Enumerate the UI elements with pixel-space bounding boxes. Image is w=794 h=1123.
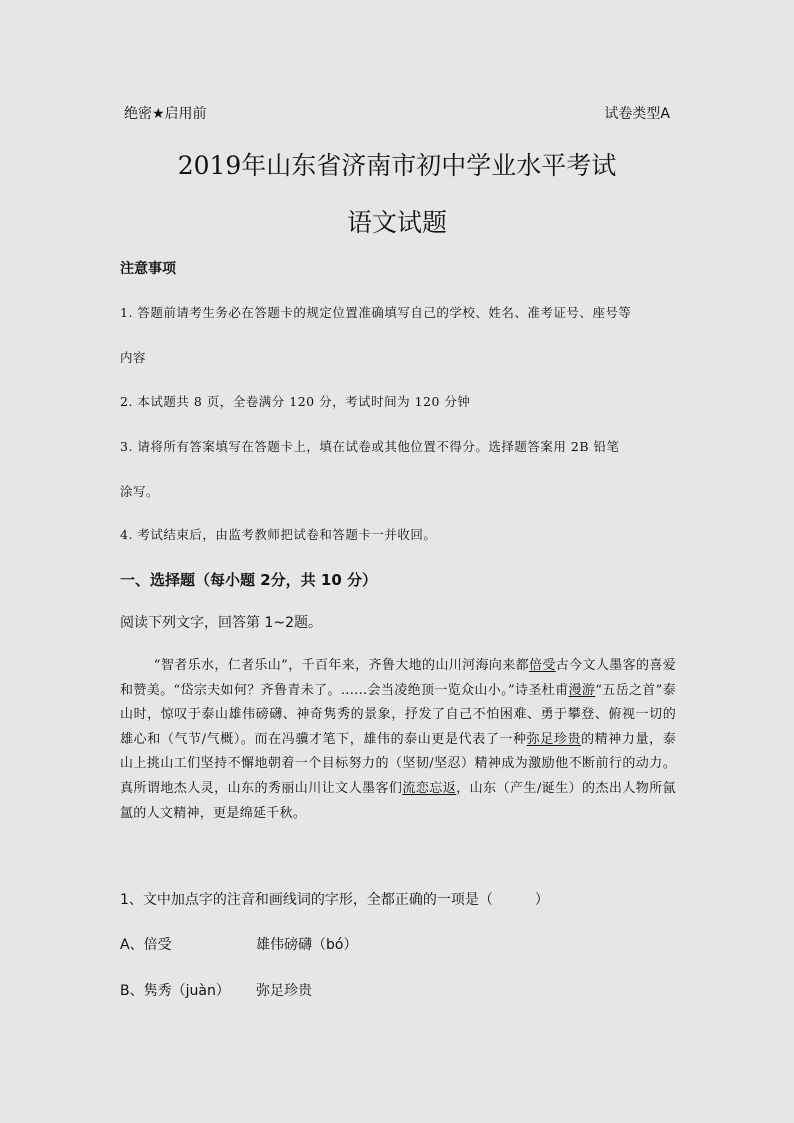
reading-instruction: 阅读下列文字，回答第 1~2题。 <box>120 615 322 631</box>
passage-text: 古今文人墨客的喜爱和赞美。“岱宗夫如何？齐鲁青未了。......会当凌绝顶一览众山小。”诗圣杜甫 <box>120 658 676 698</box>
option-a-label: A、倍受 <box>120 937 172 953</box>
passage-text: 的精神力量，泰山上挑山工们坚持不懈地朝着一个目标努力的（坚韧/坚忍）精神成为激励他不断前行的动力。真所谓地杰人灵，山东的秀丽山川让文人墨客们 <box>120 731 676 796</box>
notice-item-2: 2. 本试题共 8 页，全卷满分 120 分，考试时间为 120 分钟 <box>120 394 471 409</box>
notice-item-3: 3. 请将所有答案填写在答题卡上，填在试卷或其他位置不得分。选择题答案用 2B 铅笔 <box>120 439 620 454</box>
reading-passage <box>120 654 676 826</box>
notice-heading: 注意事项 <box>120 261 176 277</box>
passage-text: “智者乐水，仁者乐山”，千百年来，齐鲁大地的山川河海向来都 <box>153 658 529 673</box>
underlined-word: 弥足珍贵 <box>526 731 582 747</box>
exam-title: 2019年山东省济南市初中学业水平考试 <box>177 151 617 180</box>
notice-item-1-cont: 内容 <box>120 350 147 365</box>
question-1-stem: 1、文中加点字的注音和画线词的字形，全都正确的一项是（ ） <box>120 892 549 908</box>
paper-type-label: 试卷类型A <box>604 106 670 122</box>
secret-mark: 绝密★启用前 <box>124 106 207 122</box>
section-heading: 一、选择题（每小题 2分，共 10 分） <box>120 571 377 589</box>
underlined-word: 流恋忘返 <box>402 780 457 796</box>
underlined-word: 漫游 <box>568 682 596 698</box>
notice-item-4: 4. 考试结束后，由监考教师把试卷和答题卡一并收回。 <box>120 527 437 542</box>
option-a-detail: 雄伟磅礴（bó） <box>256 937 358 953</box>
option-b-detail: 弥足珍贵 <box>256 983 312 999</box>
passage-text: “五岳之首”泰山时，惊叹于泰山雄伟磅礴、神奇隽秀的景象，抒发了自己不怕困难、勇于攀登、俯视一切的雄心和（气节/气概）。而在冯骥才笔下，雄伟的泰山更是代表了一种 <box>120 682 676 747</box>
notice-item-3-cont: 涂写。 <box>120 484 160 499</box>
option-b-label: B、隽秀（juàn） <box>120 983 230 999</box>
passage-text: ，山东（产生/诞生）的杰出人物所氤氲的人文精神，更是绵延千秋。 <box>120 780 676 821</box>
exam-subtitle: 语文试题 <box>346 208 447 237</box>
notice-item-1: 1. 答题前请考生务必在答题卡的规定位置准确填写自己的学校、姓名、准考证号、座号等 <box>120 305 632 320</box>
underlined-word: 倍受 <box>528 658 556 673</box>
